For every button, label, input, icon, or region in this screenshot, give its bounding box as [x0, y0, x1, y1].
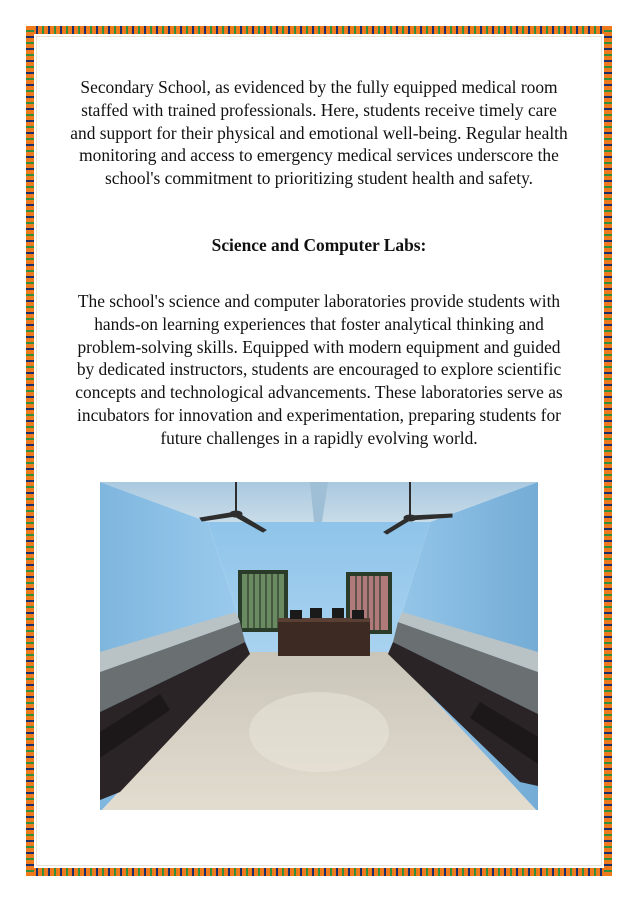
paragraph-labs: The school's science and computer laboratories provide students with hands-on learning experiences that foster analytical thinking and problem-solving skills. Equipped with modern equipment and guided by dedicated instructors, students are encouraged to explore scientific concepts and technological advancements. These laboratories serve as incubators for innovation and experimentation, preparing students for future challenges in a rapidly evolving world.: [75, 290, 563, 448]
border-bottom: [26, 868, 612, 876]
page-content: [70, 76, 568, 450]
section-heading: Science and Computer Labs:: [211, 234, 427, 255]
border-top: [26, 26, 612, 34]
border-left: [26, 26, 34, 876]
border-right: [604, 26, 612, 876]
lab-photo: [100, 482, 538, 810]
paragraph-medical-room: Secondary School, as evidenced by the fully equipped medical room staffed with trained professionals. Here, students receive timely care and support for their physical and emotional well-being. Regular health monitoring and access to emergency medical services underscore the school's commitment to prioritizing student health and safety.: [70, 77, 568, 189]
